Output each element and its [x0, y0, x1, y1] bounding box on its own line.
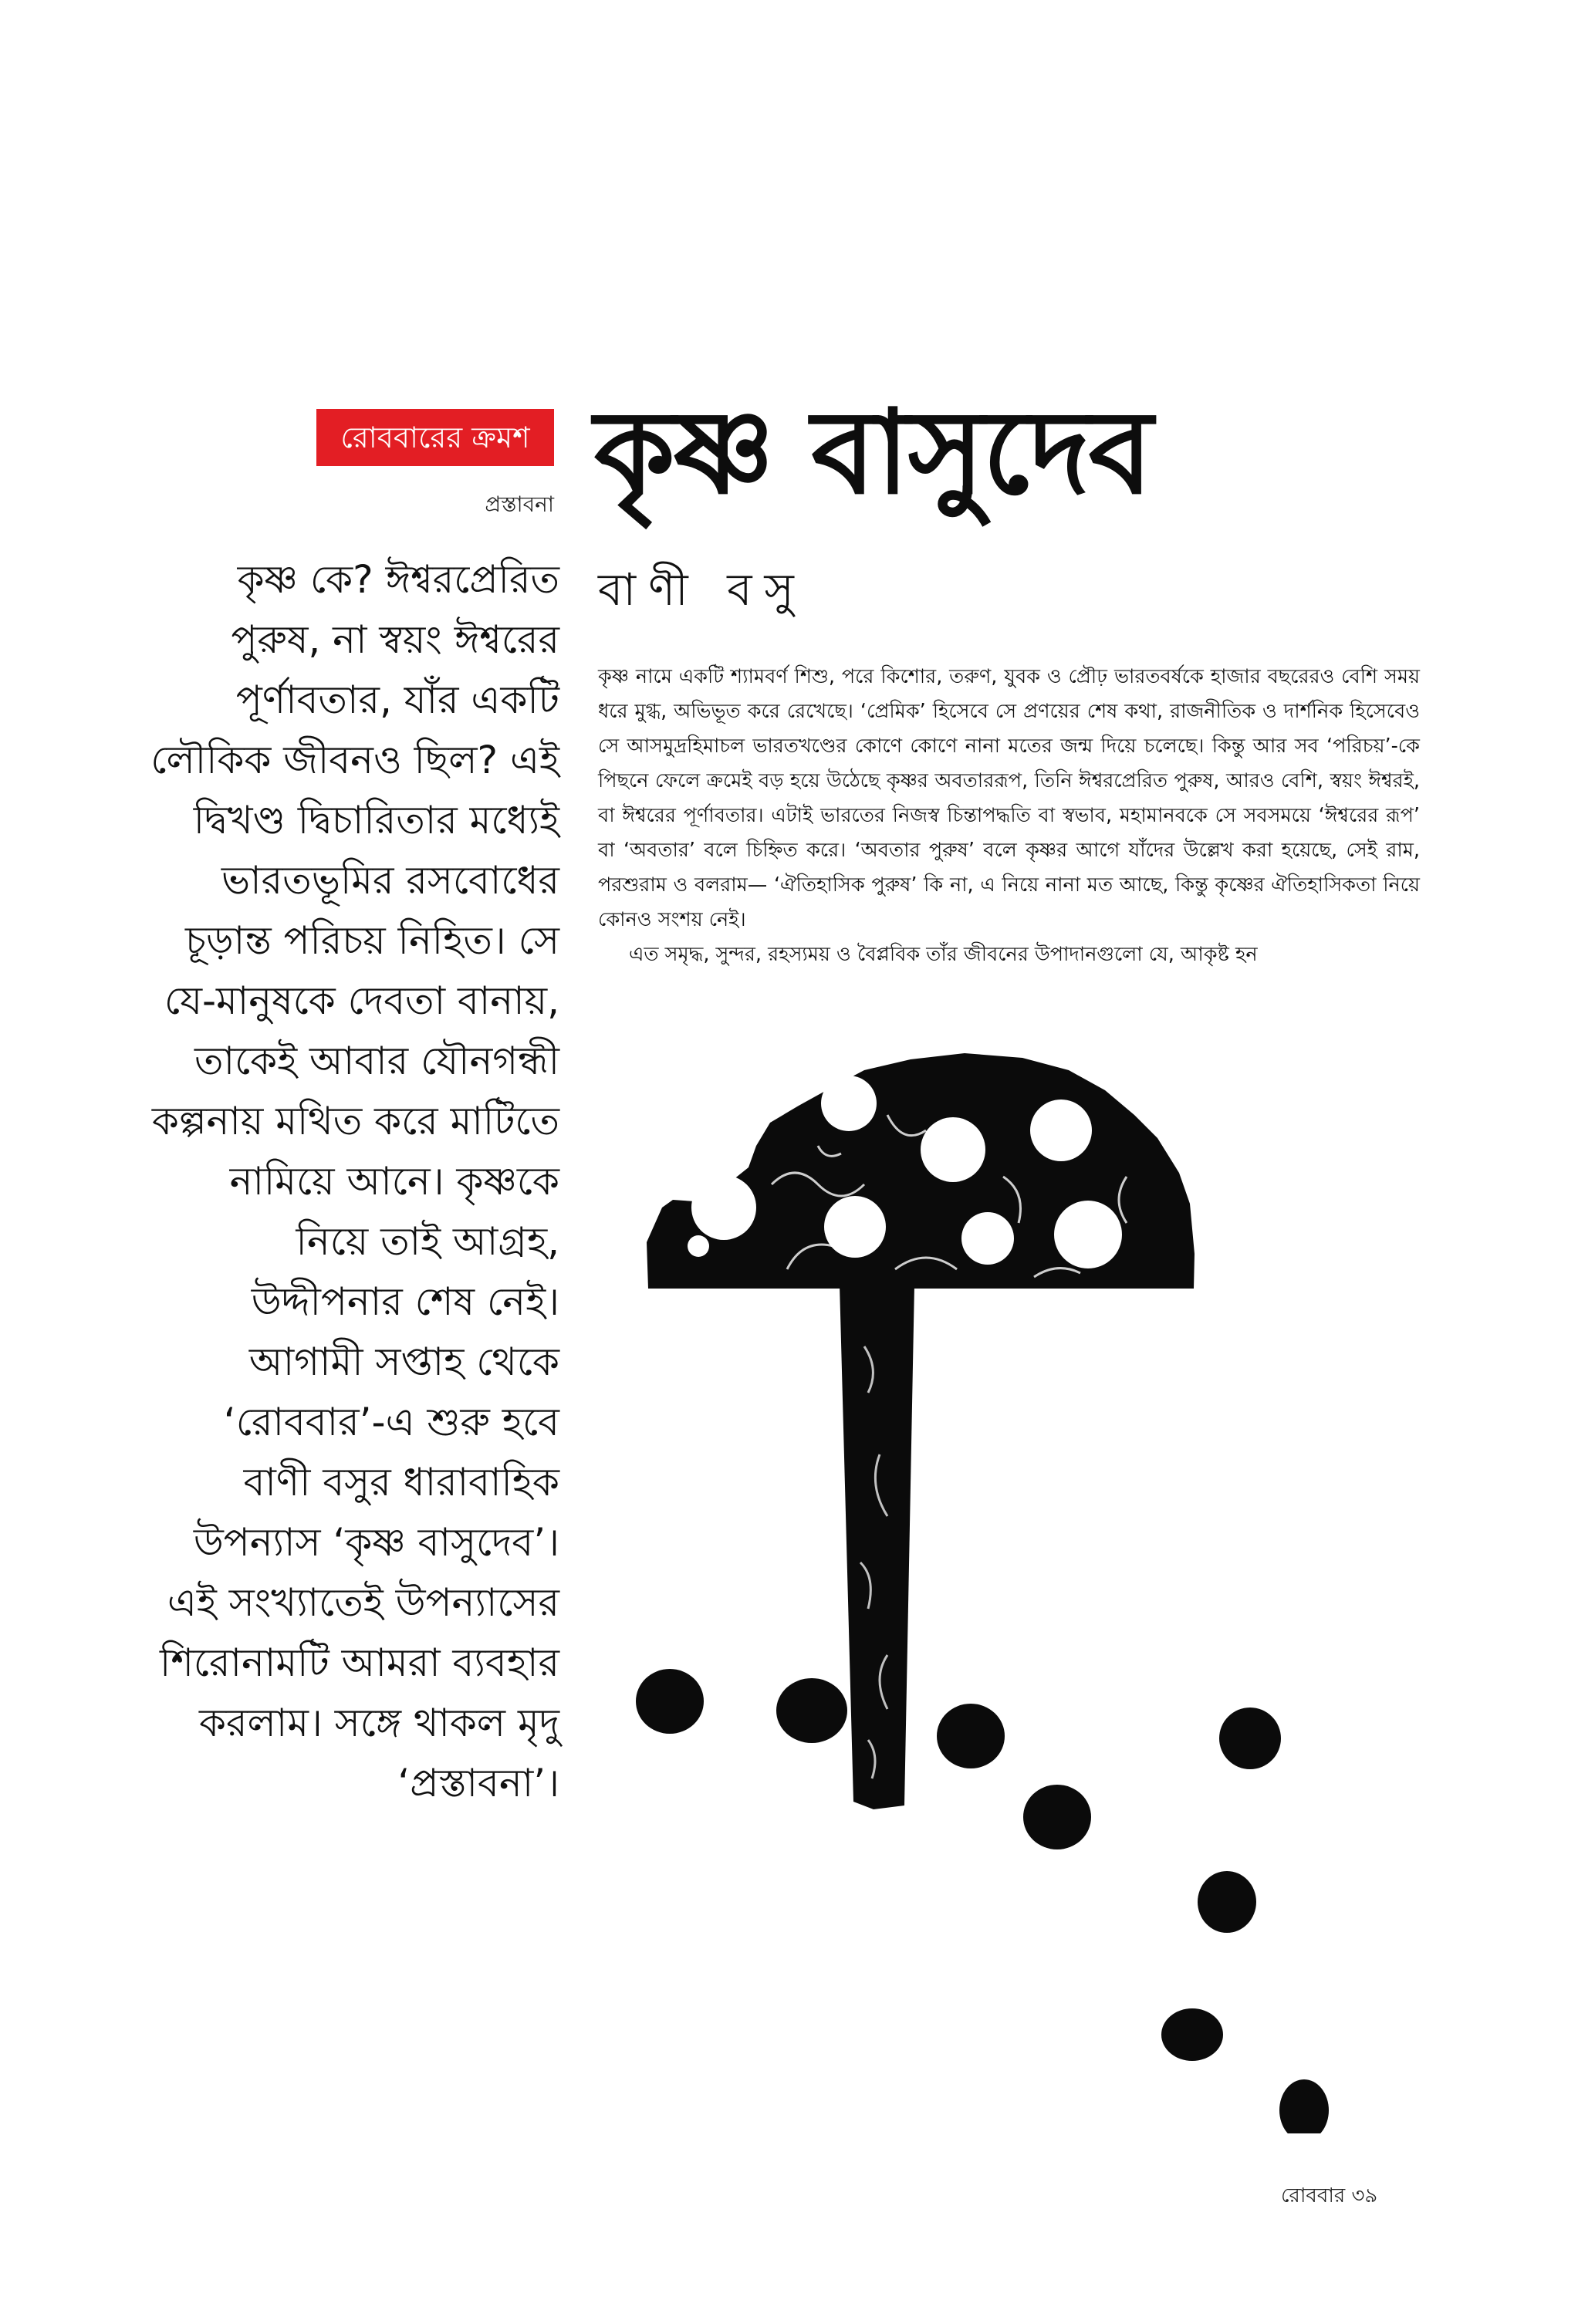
intro-paragraph: কৃষ্ণ কে? ঈশ্বরপ্রেরিত পুরুষ, না স্বয়ং ঈশ্বরের পূর্ণাবতার, যাঁর একটি লৌকিক জীবনও ছিল? এই দ্বিখণ্ড দ্বিচারিতার মধ্যেই ভারতভূমির রসবোধের চূড়ান্ত পরিচয় নিহিত। সে যে-মানুষকে দেবতা বানায়, তাকেই আবার যৌনগন্ধী কল্পনায় মথিত করে মাটিতে নামিয়ে আনে। কৃষ্ণকে নিয়ে তাই আগ্রহ, উদ্দীপনার শেষ নেই। আগামী সপ্তাহ থেকে ‘রোববার’-এ শুরু হবে বাণী বসুর ধারাবাহিক উপন্যাস ‘কৃষ্ণ বাসুদেব’। এই সংখ্যাতেই উপন্যাসের শিরোনামটি আমরা ব্যবহার করলাম। সঙ্গে থাকল মৃদু ‘প্রস্তাবনা’। — [150, 557, 559, 1805]
series-tag: রোববারের ক্রমশ — [316, 409, 554, 466]
falling-spores — [636, 1669, 1329, 2133]
mushroom-stem — [840, 1285, 914, 1809]
body-paragraph-2: এত সমৃদ্ধ, সুন্দর, রহস্যময় ও বৈপ্লবিক তাঁর জীবনের উপাদানগুলো যে, আকৃষ্ট হন — [629, 943, 1258, 966]
article-title: কৃষ্ণ বাসুদেব — [594, 386, 1152, 520]
author-byline: বাণী বসু — [598, 563, 806, 616]
section-label: প্রস্তাবনা — [485, 491, 554, 517]
body-paragraph-1: কৃষ্ণ নামে একটি শ্যামবর্ণ শিশু, পরে কিশোর, তরুণ, যুবক ও প্রৌঢ় ভারতবর্ষকে হাজার বছরেরও বেশি সময় ধরে মুগ্ধ, অভিভূত করে রেখেছে। ‘প্রেমিক’ হিসেবে সে প্রণয়ের শেষ কথা, রাজনীতিক ও দার্শনিক হিসেবেও সে আসমুদ্রহিমাচল ভারতখণ্ডের কোণে কোণে নানা মতের জন্ম দিয়ে চলেছে। কিন্তু আর সব ‘পরিচয়’-কে পিছনে ফেলে ক্রমেই বড় হয়ে উঠেছে কৃষ্ণর অবতাররূপ, তিনি ঈশ্বরপ্রেরিত পুরুষ, আরও বেশি, স্বয়ং ঈশ্বরই, বা ঈশ্বরের পূর্ণাবতার। এটাই ভারতের নিজস্ব চিন্তাপদ্ধতি বা স্বভাব, মহামানবকে সে সবসময়ে ‘ঈশ্বরের রূপ’ বা ‘অবতার’ বলে চিহ্নিত করে। ‘অবতার পুরুষ’ বলে কৃষ্ণর আগে যাঁদের উল্লেখ করা হয়েছে, সেই রাম, পরশুরাম ও বলরাম— ‘ঐতিহাসিক পুরুষ’ কি না, এ নিয়ে নানা মত আছে, কিন্তু কৃষ্ণের ঐতিহাসিকতা নিয়ে কোনও সংশয় নেই। — [598, 665, 1420, 931]
article-body — [598, 660, 1420, 972]
page-footer: রোববার ৩৯ — [1281, 2184, 1378, 2207]
mushroom-woodcut-illustration — [633, 1022, 1366, 2133]
